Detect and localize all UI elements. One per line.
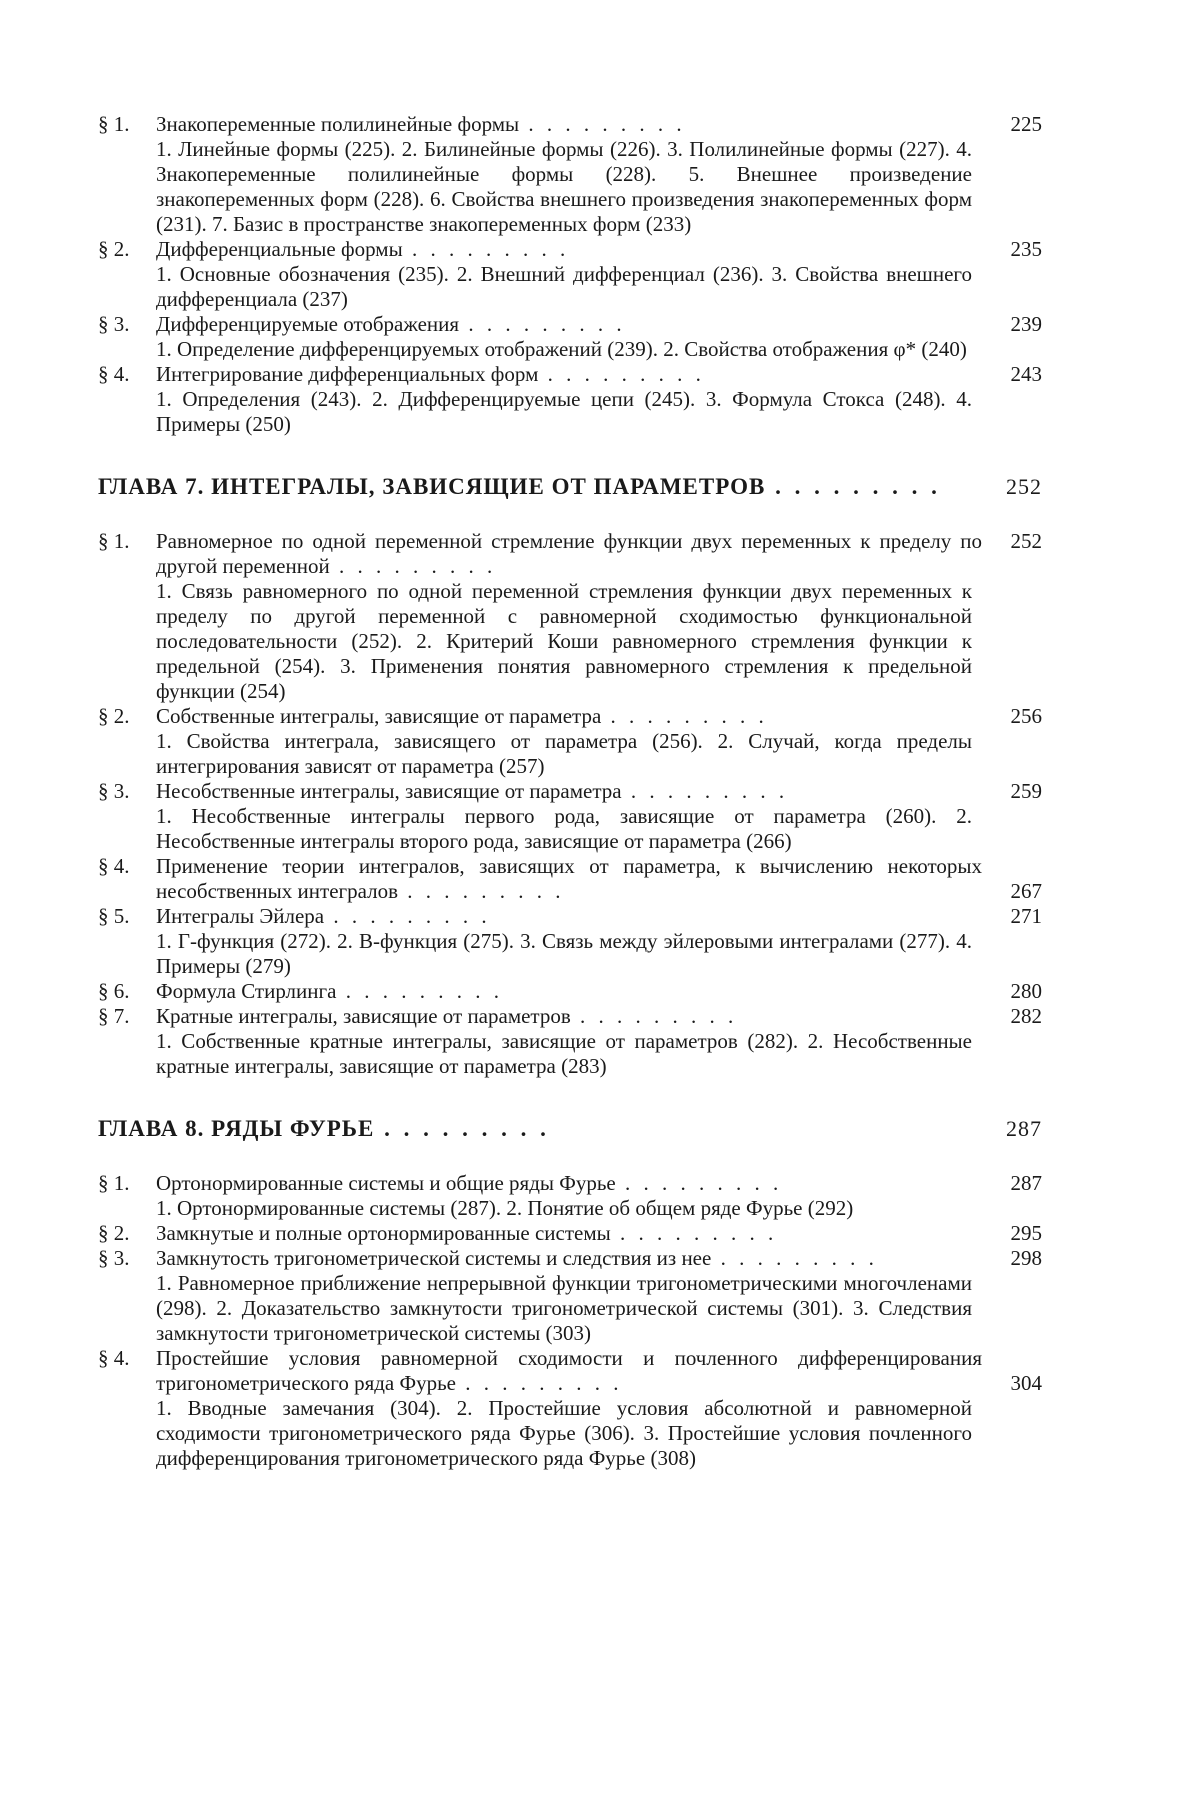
section-title: Формула Стирлинга . . . (156, 979, 982, 1004)
section-number: § 3. (98, 779, 130, 803)
section-title: Применение теории интегралов, зависящих от параметра, к вычислению некоторых несобственных интегралов . . . (156, 854, 982, 904)
section-number: § 7. (98, 1004, 130, 1028)
toc-section-entry (98, 979, 1042, 1004)
section-title: Ортонормированные системы и общие ряды Фурье . . . (156, 1171, 982, 1196)
subsection-list: 1. Несобственные интегралы первого рода, зависящие от параметра (260). 2. Несобственные интегралы второго рода, зависящие от параметра (266) (156, 804, 972, 853)
section-number: § 3. (98, 312, 130, 336)
toc-section-entry (98, 704, 1042, 729)
section-number: § 1. (98, 112, 130, 136)
toc-section-entry (98, 1346, 1042, 1396)
page-number: 267 (1010, 879, 1042, 903)
toc-section-entry (98, 854, 1042, 904)
toc-section-entry (98, 312, 1042, 337)
section-number: § 4. (98, 1346, 130, 1370)
table-of-contents (98, 112, 1042, 1471)
chapter-title: ГЛАВА 7. ИНТЕГРАЛЫ, ЗАВИСЯЩИЕ ОТ ПАРАМЕТРОВ . . . (98, 473, 988, 501)
subsection-list: 1. Равномерное приближение непрерывной функции тригонометрическими многочленами (298). 2. Доказательство замкнутости тригонометрической системы (301). 3. Следствия замкнутости тригонометрической системы (303) (156, 1271, 972, 1345)
page-number: 271 (1010, 904, 1042, 928)
page-number: 235 (1010, 237, 1042, 261)
section-number: § 6. (98, 979, 130, 1003)
section-title: Простейшие условия равномерной сходимости и почленного дифференцирования тригонометрического ряда Фурье . . . (156, 1346, 982, 1396)
subsection-list: 1. Определения (243). 2. Дифференцируемые цепи (245). 3. Формула Стокса (248). 4. Примеры (250) (156, 387, 972, 436)
section-title: Равномерное по одной переменной стремление функции двух переменных к пределу по другой переменной . . . (156, 529, 982, 579)
section-number: § 4. (98, 854, 130, 878)
subsection-list: 1. Собственные кратные интегралы, зависящие от параметров (282). 2. Несобственные кратные интегралы, зависящие от параметра (283) (156, 1029, 972, 1078)
subsection-list: 1. Основные обозначения (235). 2. Внешний дифференциал (236). 3. Свойства внешнего дифференциала (237) (156, 262, 972, 311)
page-number: 252 (1010, 529, 1042, 553)
subsection-list: 1. Г-функция (272). 2. В-функция (275). 3. Связь между эйлеровыми интегралами (277). 4. Примеры (279) (156, 929, 972, 978)
page-number: 280 (1010, 979, 1042, 1003)
toc-section-entry (98, 1171, 1042, 1196)
section-title: Замкнутые и полные ортонормированные системы . . . (156, 1221, 982, 1246)
page-number: 243 (1010, 362, 1042, 386)
page-number: 304 (1010, 1371, 1042, 1395)
section-number: § 4. (98, 362, 130, 386)
section-title: Несобственные интегралы, зависящие от параметра . . . (156, 779, 982, 804)
section-number: § 2. (98, 1221, 130, 1245)
section-title: Замкнутость тригонометрической системы и следствия из нее . . . (156, 1246, 982, 1271)
page-number: 252 (1006, 474, 1042, 499)
toc-section-entry (98, 1246, 1042, 1271)
subsection-list: 1. Свойства интеграла, зависящего от параметра (256). 2. Случай, когда пределы интегрирования зависят от параметра (257) (156, 729, 972, 778)
toc-section-entry (98, 237, 1042, 262)
page-number: 282 (1010, 1004, 1042, 1028)
section-number: § 1. (98, 1171, 130, 1195)
toc-section-entry (98, 529, 1042, 579)
section-title: Собственные интегралы, зависящие от параметра . . . (156, 704, 982, 729)
toc-section-entry (98, 1221, 1042, 1246)
page-number: 259 (1010, 779, 1042, 803)
subsection-list: 1. Вводные замечания (304). 2. Простейшие условия абсолютной и равномерной сходимости тригонометрического ряда Фурье (306). 3. Простейшие условия почленного дифференцирования тригонометрического ряда Фурье (308) (156, 1396, 972, 1470)
page-number: 239 (1010, 312, 1042, 336)
section-title: Знакопеременные полилинейные формы . . . (156, 112, 982, 137)
section-title: Интегрирование дифференциальных форм . . . (156, 362, 982, 387)
subsection-list: 1. Определение дифференцируемых отображений (239). 2. Свойства отображения φ* (240) (156, 337, 967, 361)
toc-section-entry (98, 904, 1042, 929)
page-number: 287 (1006, 1116, 1042, 1141)
section-number: § 5. (98, 904, 130, 928)
chapter-heading (98, 1115, 1042, 1143)
section-title: Интегралы Эйлера . . . (156, 904, 982, 929)
toc-section-entry (98, 362, 1042, 387)
page-number: 295 (1010, 1221, 1042, 1245)
section-number: § 2. (98, 704, 130, 728)
section-number: § 2. (98, 237, 130, 261)
toc-section-entry (98, 112, 1042, 137)
toc-section-entry (98, 1004, 1042, 1029)
subsection-list: 1. Ортонормированные системы (287). 2. Понятие об общем ряде Фурье (292) (156, 1196, 854, 1220)
section-title: Дифференциальные формы . . . (156, 237, 982, 262)
subsection-list: 1. Связь равномерного по одной переменной стремления функции двух переменных к пределу по другой переменной с равномерной сходимостью функциональной последовательности (252). 2. Критерий Коши равномерного стремления функции к предельной (254). 3. Применения понятия равномерного стремления к предельной функции (254) (156, 579, 972, 703)
page-number: 298 (1010, 1246, 1042, 1270)
page-number: 256 (1010, 704, 1042, 728)
section-number: § 3. (98, 1246, 130, 1270)
section-title: Дифференцируемые отображения . . . (156, 312, 982, 337)
toc-section-entry (98, 779, 1042, 804)
section-title: Кратные интегралы, зависящие от параметров . . . (156, 1004, 982, 1029)
chapter-title: ГЛАВА 8. РЯДЫ ФУРЬЕ . . . (98, 1115, 988, 1143)
page-number: 287 (1010, 1171, 1042, 1195)
section-number: § 1. (98, 529, 130, 553)
subsection-list: 1. Линейные формы (225). 2. Билинейные формы (226). 3. Полилинейные формы (227). 4. Знакопеременные полилинейные формы (228). 5. Внешнее произведение знакопеременных форм (228). 6. Свойства внешнего произведения знакопеременных форм (231). 7. Базис в пространстве знакопеременных форм (233) (156, 137, 972, 236)
page-number: 225 (1010, 112, 1042, 136)
chapter-heading (98, 473, 1042, 501)
